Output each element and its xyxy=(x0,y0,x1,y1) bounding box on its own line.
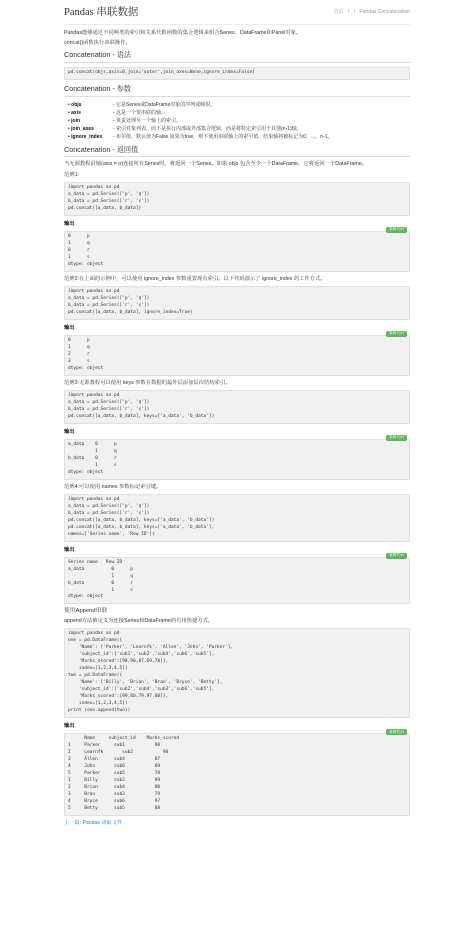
param-item xyxy=(68,117,410,125)
section-heading: Concatenation - 返回值 xyxy=(64,145,410,158)
param-item xyxy=(68,125,410,133)
example-intro: 范例1: xyxy=(64,171,80,178)
output-block xyxy=(64,729,410,816)
article-body xyxy=(64,30,410,827)
intro-text: Pandas能够通过不同种类的索引和关系代数函数的集合逻辑来组合Series、DataFrame和Panel对象。 xyxy=(64,30,302,36)
output-block xyxy=(64,331,410,376)
param-desc: - 布尔值，默认值为False 如果为true，则不使用串联轴上的索引值。结果轴将被标记为0，...，n-1。 xyxy=(113,133,333,140)
param-item xyxy=(68,133,410,141)
append-text: append方法被定义为连接Series和DataFrame的有用快捷方式。 xyxy=(64,618,214,625)
copy-code-button[interactable]: 复制代码 xyxy=(386,435,407,441)
output-block xyxy=(64,435,410,480)
output-code: 0 p 1 q 0 r 1 s dtype: object xyxy=(64,231,410,272)
output-code: Name subject_id Marks_scored 1 Parker sub1 98 2 Learnfk sub2 90 3 Allen sub4 87 4 John sub6 69 5 Parker sub5 78 1 Billy sub2 89 2 Brian sub4 80 3 Bran sub3 79 4 Bryce sub6 97 5 Betty sub5 88 xyxy=(64,733,410,816)
breadcrumb-home[interactable]: 首页 xyxy=(333,9,344,15)
copy-code-button[interactable]: 复制代码 xyxy=(386,729,407,735)
code-block: import pandas as pd a_data = pd.Series(['p', 'q']) b_data = pd.Series(['r', 's']) pd.concat([a_data, b_data], keys=['a_data', 'b_data']) xyxy=(64,390,410,424)
output-label: 输出 xyxy=(64,324,75,331)
code-block: import pandas as pd a_data = pd.Series(['p', 'q']) b_data = pd.Series(['r', 's']) pd.concat([a_data, b_data]) xyxy=(64,182,410,216)
param-item xyxy=(68,109,410,117)
returns-text: 当无源教程沿轴(axis = o)连接所有Series时，将返回一个Series。如果 objs 包含至少一个DataFrame，它将返回一个DataFrame。 xyxy=(64,161,367,168)
code-block: import pandas as pd one = pd.DataFrame({ 'Name': ['Parker', 'Learnfk', 'Allen', 'John', 'Parker'], 'subject_id':['sub1','sub2','sub4','sub6','sub5'], 'Marks_scored':[98,90,87,69,78]}, index=[1,2,3,4,5]) two = pd.DataFrame({ 'Name': ['Billy', 'Brian', 'Bran', 'Bryce', 'Betty'], 'subject_id':['sub2','sub4','sub3','sub6','sub5'], 'Marks_scored':[89,80,79,97,88]}, index=[1,2,3,4,5]) print (one.append(two)) xyxy=(64,628,410,718)
code-block: import pandas as pd a_data = pd.Series(['p', 'q']) b_data = pd.Series(['r', 's']) pd.concat([a_data, b_data], ignore_index=True) xyxy=(64,286,410,320)
output-label: 输出 xyxy=(64,220,75,227)
param-item xyxy=(68,101,410,109)
syntax-code: pd.concat(objs,axis=0,join='outer',join_axes=None,ignore_index=False) xyxy=(64,67,410,80)
output-code: a_data 0 p 1 q b_data 0 r 1 s dtype: object xyxy=(64,439,410,480)
output-label: 输出 xyxy=(64,428,75,435)
output-label: 输出 xyxy=(64,723,75,730)
copy-code-button[interactable]: 复制代码 xyxy=(386,227,407,233)
section-heading: Concatenation - 语法 xyxy=(64,50,410,63)
param-name: • join xyxy=(68,117,113,125)
output-code: 0 p 1 q 2 r 3 s dtype: object xyxy=(64,335,410,376)
param-desc: - 它是Series或DataFrame对象的序列或映射。 xyxy=(113,101,216,108)
output-code: Series name Row ID a_data 0 p 1 q b_data 0 r 1 s dtype: object xyxy=(64,557,410,605)
param-desc: - 索引对象列表。而不是执行内部或外部集合逻辑，而是将特定索引用于其他(n-1)轴。 xyxy=(113,125,302,132)
prev-article-link[interactable]: 上一篇: Pandas 读取文件 xyxy=(64,819,123,826)
example-intro: 范例4:可以使用 names 参数标记索引键。 xyxy=(64,483,162,490)
output-block xyxy=(64,553,410,605)
param-name: • axis xyxy=(68,109,113,117)
page-header xyxy=(64,6,410,25)
breadcrumb-sep: / xyxy=(353,9,356,15)
page-title: Pandas 串联数据 xyxy=(64,7,139,18)
breadcrumb xyxy=(330,9,410,16)
param-desc: - 这是一个要串联的轴。 xyxy=(113,109,167,116)
param-list xyxy=(68,101,410,141)
param-name: • objs xyxy=(68,101,113,109)
copy-code-button[interactable]: 复制代码 xyxy=(386,553,407,559)
section-heading: 使用Append串联 xyxy=(64,608,108,615)
output-label: 输出 xyxy=(64,546,75,553)
param-desc: - 负责处理另一个轴上的索引。 xyxy=(113,117,182,124)
section-heading: Concatenation - 参数 xyxy=(64,84,410,97)
param-name: • join_axes xyxy=(68,125,113,133)
example-intro: 范例3:无源教程可以使用 keys 参数在数据的最外层添加层次结构索引。 xyxy=(64,379,231,386)
example-intro: 范例2:在上面的示例中，可以使用 ignore_index 参数重置现有索引。以下代码演示了 ignore_index 的工作方式。 xyxy=(64,275,326,282)
breadcrumb-current: Pandas Concatenation xyxy=(359,9,410,15)
param-name: • ignore_index xyxy=(68,133,113,141)
breadcrumb-sep: / xyxy=(347,9,350,15)
copy-code-button[interactable]: 复制代码 xyxy=(386,331,407,337)
intro-text: concat()函数执行串联操作。 xyxy=(64,40,131,47)
code-block: import pandas as pd a_data = pd.Series(['p', 'q']) b_data = pd.Series(['r', 's']) pd.concat([a_data, b_data], keys=['a_data', 'b_data']) pd.concat([a_data, b_data], keys=['a_data', 'b_data'], names=['Series name', 'Row ID']) xyxy=(64,494,410,542)
output-block xyxy=(64,227,410,272)
